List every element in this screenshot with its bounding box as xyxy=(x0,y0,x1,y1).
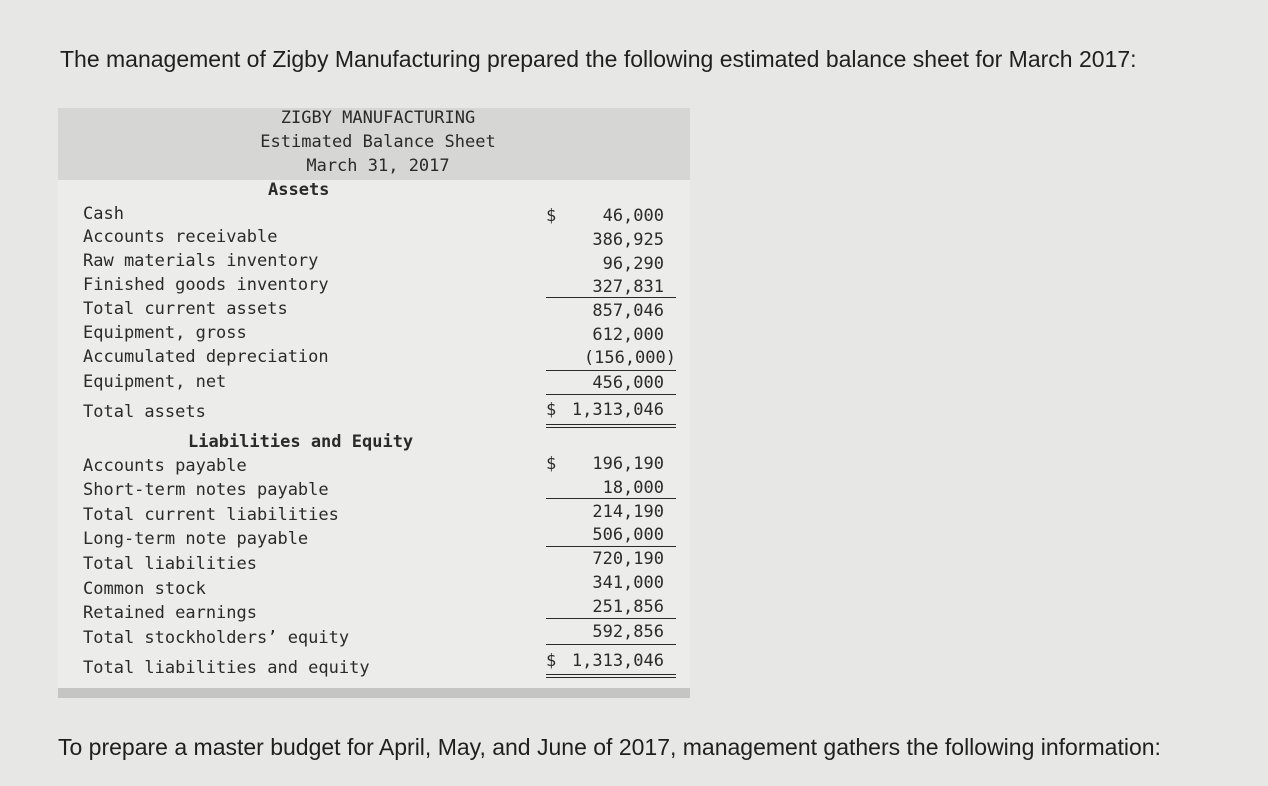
asset-label-cash: Cash xyxy=(83,204,124,224)
equity-label-common-stock: Common stock xyxy=(83,579,206,599)
subtotal-rule xyxy=(546,618,676,619)
assets-heading: Assets xyxy=(268,180,330,200)
double-rule-bottom xyxy=(546,427,676,428)
liability-value-total-current: 214,190 xyxy=(592,502,664,522)
asset-value-cash: 46,000 xyxy=(602,206,664,226)
asset-label-finished-goods: Finished goods inventory xyxy=(83,275,329,295)
liabilities-heading: Liabilities and Equity xyxy=(188,432,414,452)
asset-label-total-current: Total current assets xyxy=(83,299,288,319)
subtotal-rule xyxy=(546,297,676,298)
statement-title: Estimated Balance Sheet xyxy=(260,132,496,152)
asset-value-accumulated-depreciation: (156,000) xyxy=(583,348,676,368)
asset-value-total-current: 857,046 xyxy=(592,301,664,321)
intro-text: The management of Zigby Manufacturing prepared the following estimated balance sheet for March 2017: xyxy=(60,46,1137,72)
label-total-liabilities-and-equity: Total liabilities and equity xyxy=(83,658,370,678)
asset-value-raw-materials: 96,290 xyxy=(602,254,664,274)
total-rule xyxy=(546,644,676,645)
table-bottom-border xyxy=(58,688,690,698)
double-rule-bottom xyxy=(546,677,676,678)
liability-label-accounts-payable: Accounts payable xyxy=(83,456,247,476)
liability-label-total-current: Total current liabilities xyxy=(83,505,339,525)
statement-date: March 31, 2017 xyxy=(306,156,450,176)
equity-value-retained-earnings: 251,856 xyxy=(592,597,664,617)
double-rule-top xyxy=(546,424,676,425)
subtotal-rule xyxy=(546,498,676,499)
dollar-sign: $ xyxy=(546,651,557,671)
asset-value-accounts-receivable: 386,925 xyxy=(592,230,664,250)
equity-value-total-stockholders-equity: 592,856 xyxy=(592,622,664,642)
asset-label-accumulated-depreciation: Accumulated depreciation xyxy=(83,347,329,367)
asset-value-finished-goods: 327,831 xyxy=(592,277,664,297)
asset-label-raw-materials: Raw materials inventory xyxy=(83,251,319,271)
dollar-sign: $ xyxy=(546,454,557,474)
subtotal-rule xyxy=(546,546,676,547)
liability-value-short-term-notes: 18,000 xyxy=(602,478,664,498)
liability-value-total-liabilities: 720,190 xyxy=(592,549,664,569)
liability-label-total-liabilities: Total liabilities xyxy=(83,554,257,574)
liability-label-long-term-note: Long-term note payable xyxy=(83,529,309,549)
asset-value-equipment-gross: 612,000 xyxy=(592,325,664,345)
dollar-sign: $ xyxy=(546,400,557,420)
equity-value-common-stock: 341,000 xyxy=(592,573,664,593)
asset-value-total-assets: 1,313,046 xyxy=(571,400,664,420)
outro-text: To prepare a master budget for April, May, and June of 2017, management gathers the following information: xyxy=(58,734,1161,760)
double-rule-top xyxy=(546,674,676,675)
asset-label-equipment-net: Equipment, net xyxy=(83,372,227,392)
subtotal-rule xyxy=(546,370,676,371)
asset-value-equipment-net: 456,000 xyxy=(592,373,664,393)
liability-value-accounts-payable: 196,190 xyxy=(592,454,664,474)
asset-label-equipment-gross: Equipment, gross xyxy=(83,323,247,343)
total-rule xyxy=(546,394,676,395)
value-total-liabilities-and-equity: 1,313,046 xyxy=(571,651,664,671)
equity-label-retained-earnings: Retained earnings xyxy=(83,603,257,623)
asset-label-accounts-receivable: Accounts receivable xyxy=(83,227,278,247)
equity-label-total-stockholders-equity: Total stockholders’ equity xyxy=(83,628,350,648)
asset-label-total-assets: Total assets xyxy=(83,402,206,422)
liability-value-long-term-note: 506,000 xyxy=(592,525,664,545)
dollar-sign: $ xyxy=(546,206,557,226)
balance-sheet xyxy=(58,108,690,698)
company-name: ZIGBY MANUFACTURING xyxy=(280,108,476,128)
liability-label-short-term-notes: Short-term notes payable xyxy=(83,480,329,500)
